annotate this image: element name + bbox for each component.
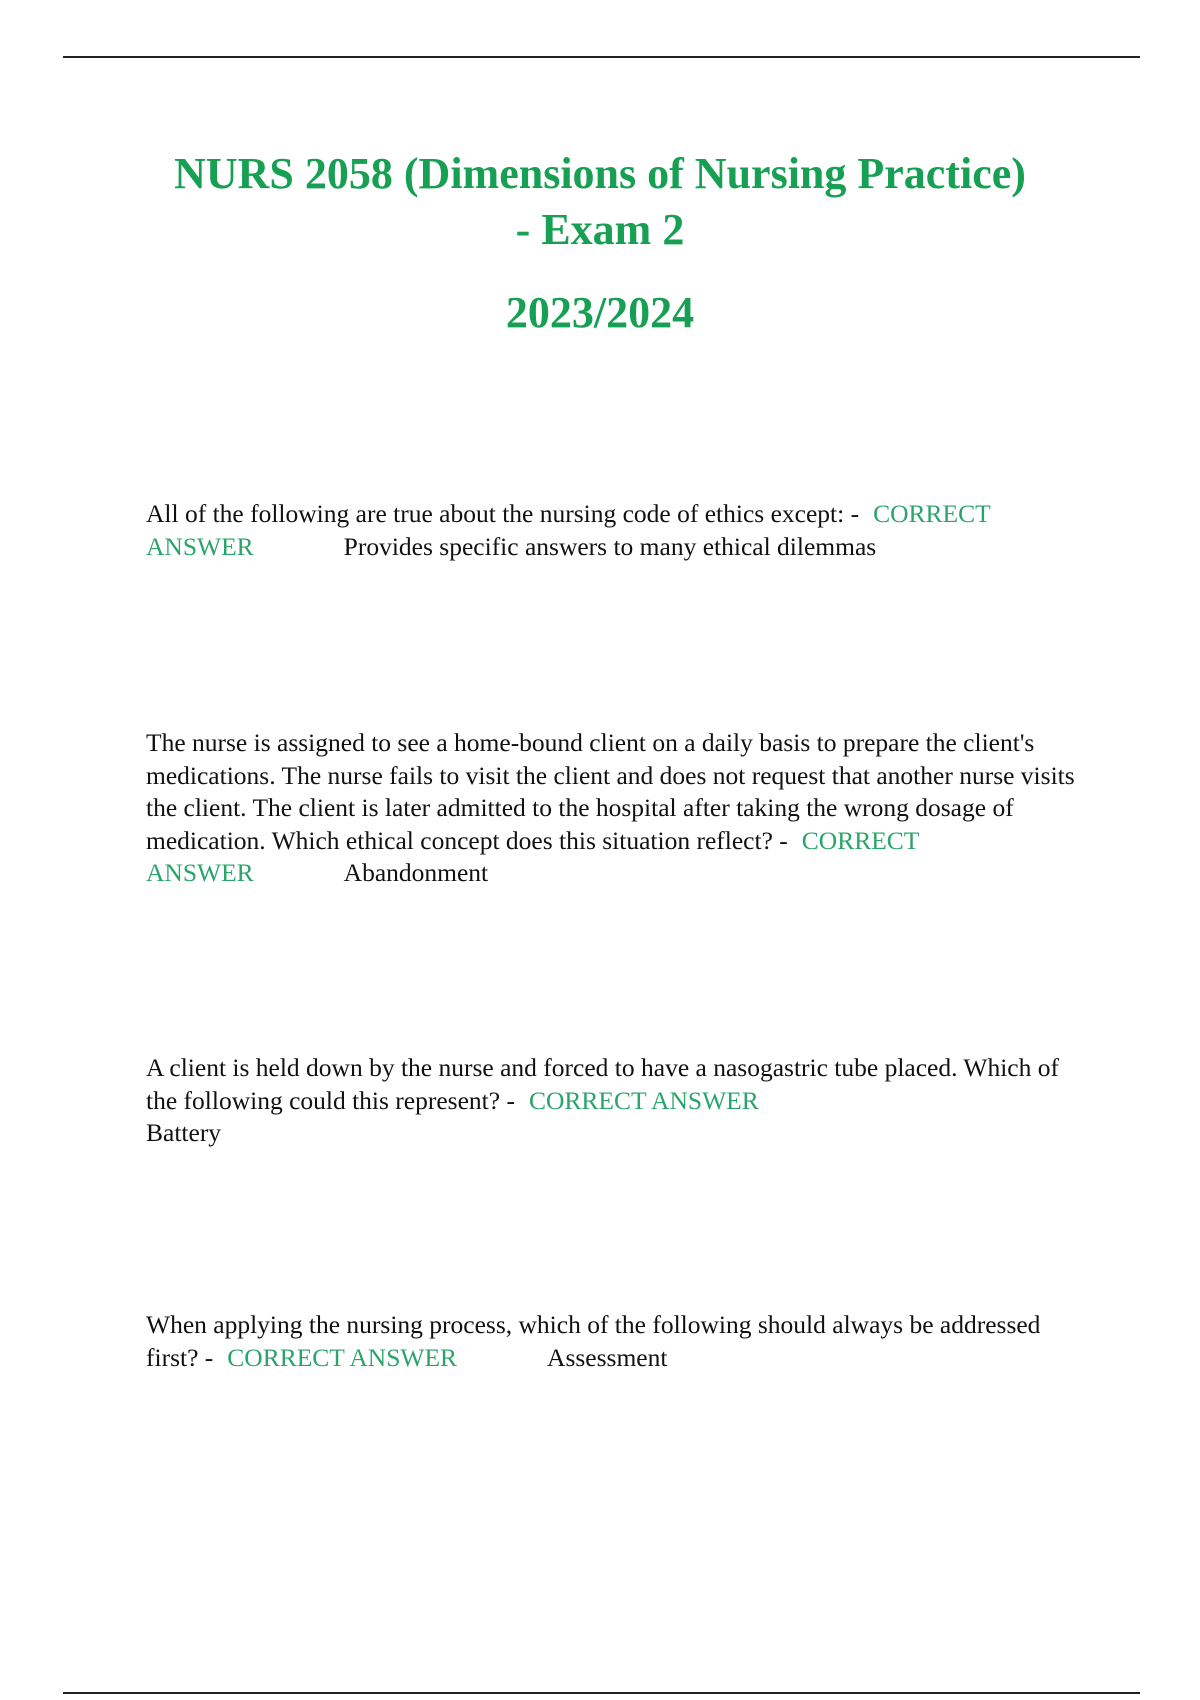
document-title bbox=[100, 146, 1100, 258]
question-text: A client is held down by the nurse and forced to have a nasogastric tube placed. Which of the following could this represent? - bbox=[146, 1053, 1059, 1115]
question-text: When applying the nursing process, which of the following should always be addressed first? - bbox=[146, 1310, 1041, 1372]
correct-answer-label: CORRECT ANSWER bbox=[528, 1085, 759, 1115]
question-item bbox=[146, 727, 1086, 890]
document-year: 2023/2024 bbox=[505, 288, 695, 337]
top-rule bbox=[63, 56, 1140, 58]
answer-text: Assessment bbox=[547, 1342, 668, 1372]
answer-text: Abandonment bbox=[343, 858, 489, 887]
question-item bbox=[146, 1052, 1086, 1150]
correct-answer-label: CORRECT ANSWER bbox=[146, 499, 991, 561]
answer-text: Provides specific answers to many ethical dilemmas bbox=[343, 531, 877, 561]
answer-text: Battery bbox=[146, 1118, 222, 1147]
bottom-rule bbox=[63, 1692, 1140, 1694]
title-line-1: NURS 2058 (Dimensions of Nursing Practice) bbox=[174, 149, 1026, 198]
question-text: The nurse is assigned to see a home-bound client on a daily basis to prepare the client's medications. The nurse fails to visit the client and does not request that another nurse visits the client. The client is later admitted to the hospital after taking the wrong dosage of medication. Which ethical concept does this situation reflect? - bbox=[146, 728, 1075, 855]
title-line-2: - Exam 2 bbox=[515, 205, 685, 254]
question-item bbox=[146, 1309, 1086, 1374]
correct-answer-label: CORRECT ANSWER bbox=[146, 825, 919, 887]
question-item bbox=[146, 498, 1086, 563]
question-text: All of the following are true about the nursing code of ethics except: - bbox=[146, 499, 860, 528]
correct-answer-label: CORRECT ANSWER bbox=[227, 1342, 458, 1372]
